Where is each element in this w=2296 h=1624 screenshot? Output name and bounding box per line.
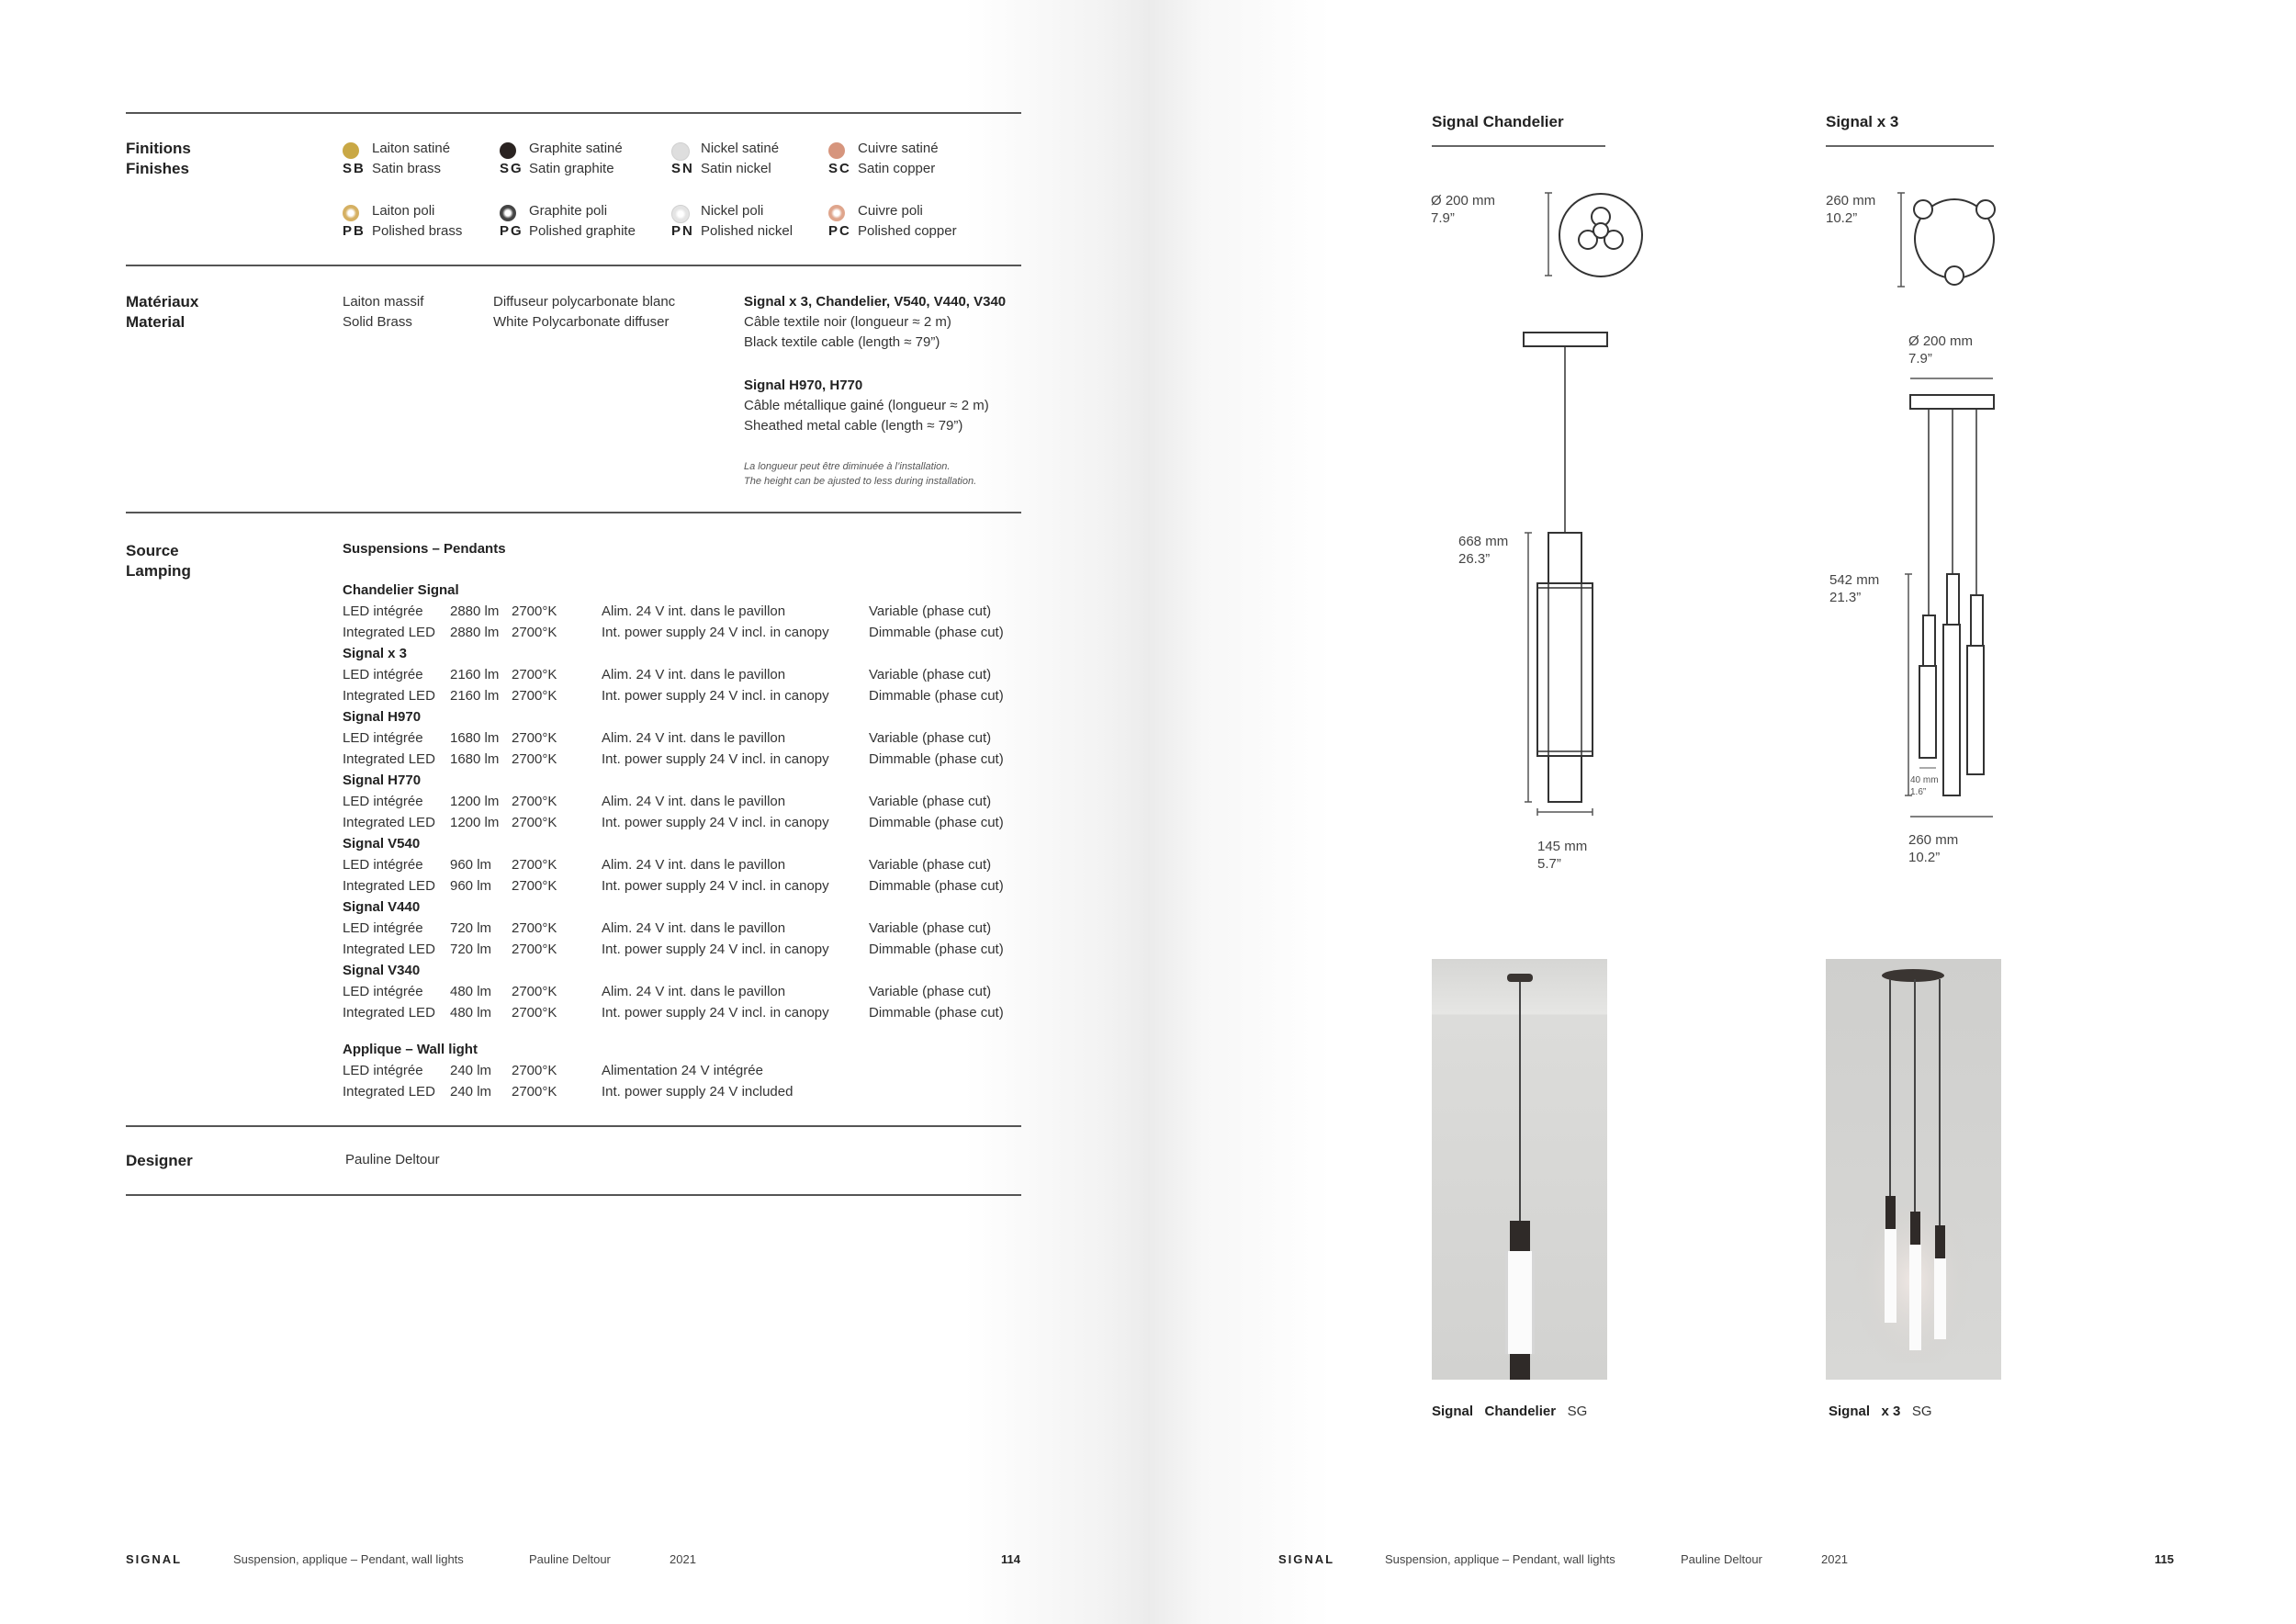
- x3-width-label: 260 mm 10.2”: [1908, 832, 1959, 865]
- power-supply-en: Int. power supply 24 V incl. in canopy: [602, 688, 829, 704]
- finish-color-dot: [500, 142, 516, 159]
- finish-name-en: Satin brass: [372, 161, 442, 176]
- material-cable-metal: Signal H970, H770 Câble métallique gainé (longueur ≈ 2 m) Sheathed metal cable (length ≈ 79”): [744, 378, 989, 434]
- color-temperature: 2700°K: [512, 942, 557, 957]
- wall-led-en: Integrated LED: [343, 1084, 435, 1100]
- finish-code: SN: [671, 161, 694, 176]
- finish-name-fr: Laiton poli: [372, 203, 435, 219]
- color-temperature: 2700°K: [512, 920, 557, 936]
- led-type-en: Integrated LED: [343, 878, 435, 894]
- color-temperature: 2700°K: [512, 625, 557, 640]
- divider: [126, 512, 1021, 513]
- finish-name-en: Polished nickel: [701, 223, 793, 239]
- lumen-value: 2160 lm: [450, 667, 500, 682]
- finish-name-en: Polished graphite: [529, 223, 636, 239]
- footer-year: 2021: [670, 1552, 696, 1566]
- divider: [126, 112, 1021, 114]
- x3-elevation-drawing: [1901, 367, 2039, 827]
- lumen-value: 720 lm: [450, 920, 492, 936]
- wall-lumen: 240 lm: [450, 1084, 492, 1100]
- wall-temp: 2700°K: [512, 1063, 557, 1078]
- model-name: Signal x 3: [343, 646, 408, 661]
- chandelier-photo-illustration: [1432, 959, 1607, 1380]
- footer-page-number: 115: [2155, 1552, 2174, 1566]
- finish-color-dot: [343, 142, 359, 159]
- chandelier-diameter-label: Ø 200 mm 7.9”: [1431, 193, 1496, 226]
- led-type-fr: LED intégrée: [343, 730, 423, 746]
- dimming-en: Dimmable (phase cut): [869, 942, 1004, 957]
- finish-name-fr: Graphite satiné: [529, 141, 623, 156]
- color-temperature: 2700°K: [512, 667, 557, 682]
- model-name: Signal V440: [343, 899, 421, 915]
- wall-led-fr: LED intégrée: [343, 1063, 423, 1078]
- finish-name-fr: Nickel poli: [701, 203, 764, 219]
- lumen-value: 720 lm: [450, 942, 492, 957]
- finish-color-dot: [828, 205, 845, 221]
- dimming-fr: Variable (phase cut): [869, 667, 992, 682]
- dimming-fr: Variable (phase cut): [869, 730, 992, 746]
- finish-code: SB: [343, 161, 366, 176]
- finish-color-dot: [671, 142, 690, 161]
- dimming-en: Dimmable (phase cut): [869, 688, 1004, 704]
- chandelier-caption: Signal Chandelier SG: [1432, 1404, 1588, 1419]
- finish-name-fr: Cuivre poli: [858, 203, 923, 219]
- led-type-fr: LED intégrée: [343, 667, 423, 682]
- chandelier-height-label: 668 mm 26.3”: [1458, 534, 1509, 567]
- dimming-en: Dimmable (phase cut): [869, 751, 1004, 767]
- x3-photo-illustration: [1826, 959, 2001, 1380]
- power-supply-fr: Alim. 24 V int. dans le pavillon: [602, 603, 786, 619]
- footer-year: 2021: [1821, 1552, 1848, 1566]
- footer-category: Suspension, applique – Pendant, wall lights: [1385, 1552, 1615, 1566]
- power-supply-en: Int. power supply 24 V incl. in canopy: [602, 815, 829, 830]
- finish-name-en: Polished brass: [372, 223, 463, 239]
- x3-title: Signal x 3: [1826, 113, 1899, 130]
- wall-lumen: 240 lm: [450, 1063, 492, 1078]
- lumen-value: 960 lm: [450, 878, 492, 894]
- color-temperature: 2700°K: [512, 688, 557, 704]
- power-supply-fr: Alim. 24 V int. dans le pavillon: [602, 667, 786, 682]
- color-temperature: 2700°K: [512, 751, 557, 767]
- wall-light-title: Applique – Wall light: [343, 1042, 478, 1057]
- finish-name-en: Satin graphite: [529, 161, 614, 176]
- right-page: [1148, 0, 2296, 1624]
- finish-code: PB: [343, 223, 366, 239]
- x3-top-label: 260 mm 10.2”: [1826, 193, 1876, 226]
- led-type-fr: LED intégrée: [343, 603, 423, 619]
- x3-top-view: [1883, 184, 2011, 294]
- led-type-fr: LED intégrée: [343, 984, 423, 999]
- finish-name-en: Satin nickel: [701, 161, 771, 176]
- color-temperature: 2700°K: [512, 984, 557, 999]
- power-supply-fr: Alim. 24 V int. dans le pavillon: [602, 984, 786, 999]
- dimming-en: Dimmable (phase cut): [869, 815, 1004, 830]
- dimming-fr: Variable (phase cut): [869, 794, 992, 809]
- x3-height-label: 542 mm 21.3”: [1829, 572, 1880, 605]
- title-underline: [1432, 145, 1605, 147]
- chandelier-title: Signal Chandelier: [1432, 113, 1564, 130]
- model-name: Signal H970: [343, 709, 422, 725]
- finish-color-dot: [343, 205, 359, 221]
- color-temperature: 2700°K: [512, 878, 557, 894]
- lumen-value: 1680 lm: [450, 751, 500, 767]
- finish-code: SG: [500, 161, 523, 176]
- lumen-value: 480 lm: [450, 984, 492, 999]
- finish-code: PC: [828, 223, 851, 239]
- chandelier-top-view: [1497, 184, 1644, 285]
- dimming-en: Dimmable (phase cut): [869, 878, 1004, 894]
- lumen-value: 960 lm: [450, 857, 492, 873]
- footer-designer: Pauline Deltour: [1681, 1552, 1762, 1566]
- footer-brand: SIGNAL: [1278, 1552, 1335, 1566]
- material-cable-textile: Signal x 3, Chandelier, V540, V440, V340 Câble textile noir (longueur ≈ 2 m) Black textile cable (length ≈ 79”): [744, 294, 1007, 350]
- led-type-en: Integrated LED: [343, 688, 435, 704]
- footer-category: Suspension, applique – Pendant, wall lights: [233, 1552, 464, 1566]
- material-diffuser: Diffuseur polycarbonate blanc White Polycarbonate diffuser: [493, 294, 676, 330]
- lumen-value: 1680 lm: [450, 730, 500, 746]
- power-supply-en: Int. power supply 24 V incl. in canopy: [602, 625, 829, 640]
- x3-diameter-label: Ø 200 mm 7.9”: [1908, 333, 1974, 367]
- color-temperature: 2700°K: [512, 1005, 557, 1021]
- designer-heading: Designer: [126, 1152, 193, 1169]
- dimming-en: Dimmable (phase cut): [869, 1005, 1004, 1021]
- wall-power-en: Int. power supply 24 V included: [602, 1084, 793, 1100]
- chandelier-photo: [1432, 959, 1607, 1380]
- led-type-en: Integrated LED: [343, 625, 435, 640]
- power-supply-en: Int. power supply 24 V incl. in canopy: [602, 942, 829, 957]
- finish-name-en: Satin copper: [858, 161, 936, 176]
- finish-color-dot: [828, 142, 845, 159]
- dimming-en: Dimmable (phase cut): [869, 625, 1004, 640]
- footer-designer: Pauline Deltour: [529, 1552, 611, 1566]
- pendants-title: Suspensions – Pendants: [343, 541, 506, 557]
- led-type-en: Integrated LED: [343, 942, 435, 957]
- model-name: Chandelier Signal: [343, 582, 459, 598]
- x3-photo: [1826, 959, 2001, 1380]
- finishes-heading: Finitions Finishes: [126, 140, 191, 177]
- title-underline: [1826, 145, 1994, 147]
- color-temperature: 2700°K: [512, 857, 557, 873]
- x3-tube-label: 40 mm 1.6”: [1910, 775, 1939, 797]
- power-supply-fr: Alim. 24 V int. dans le pavillon: [602, 857, 786, 873]
- wall-temp: 2700°K: [512, 1084, 557, 1100]
- power-supply-fr: Alim. 24 V int. dans le pavillon: [602, 920, 786, 936]
- lamping-heading: Source Lamping: [126, 542, 191, 580]
- divider: [126, 1125, 1021, 1127]
- model-name: Signal V340: [343, 963, 421, 978]
- led-type-en: Integrated LED: [343, 815, 435, 830]
- dimming-fr: Variable (phase cut): [869, 603, 992, 619]
- designer-name: Pauline Deltour: [345, 1152, 440, 1167]
- footer-page-number: 114: [1001, 1552, 1020, 1566]
- chandelier-width-label: 145 mm 5.7”: [1537, 839, 1588, 872]
- color-temperature: 2700°K: [512, 815, 557, 830]
- lumen-value: 1200 lm: [450, 815, 500, 830]
- finish-name-fr: Graphite poli: [529, 203, 608, 219]
- color-temperature: 2700°K: [512, 730, 557, 746]
- chandelier-elevation-drawing: [1451, 321, 1635, 818]
- dimming-fr: Variable (phase cut): [869, 984, 992, 999]
- power-supply-en: Int. power supply 24 V incl. in canopy: [602, 751, 829, 767]
- finish-name-fr: Nickel satiné: [701, 141, 780, 156]
- lumen-value: 2880 lm: [450, 603, 500, 619]
- power-supply-en: Int. power supply 24 V incl. in canopy: [602, 878, 829, 894]
- led-type-fr: LED intégrée: [343, 794, 423, 809]
- lumen-value: 2160 lm: [450, 688, 500, 704]
- x3-caption: Signal x 3 SG: [1829, 1404, 1932, 1419]
- footer-brand: SIGNAL: [126, 1552, 183, 1566]
- wall-power-fr: Alimentation 24 V intégrée: [602, 1063, 763, 1078]
- model-name: Signal V540: [343, 836, 421, 851]
- finish-code: PN: [671, 223, 694, 239]
- divider: [126, 1194, 1021, 1196]
- finish-color-dot: [500, 205, 516, 221]
- lumen-value: 480 lm: [450, 1005, 492, 1021]
- power-supply-en: Int. power supply 24 V incl. in canopy: [602, 1005, 829, 1021]
- led-type-fr: LED intégrée: [343, 920, 423, 936]
- divider: [126, 265, 1021, 266]
- material-heading: Matériaux Material: [126, 293, 199, 331]
- material-note: La longueur peut être diminuée à l’installation. The height can be ajusted to less during installation.: [744, 461, 977, 487]
- finish-name-fr: Cuivre satiné: [858, 141, 939, 156]
- color-temperature: 2700°K: [512, 603, 557, 619]
- lumen-value: 2880 lm: [450, 625, 500, 640]
- material-brass: Laiton massif Solid Brass: [343, 294, 424, 330]
- lumen-value: 1200 lm: [450, 794, 500, 809]
- finish-code: SC: [828, 161, 851, 176]
- model-name: Signal H770: [343, 773, 422, 788]
- led-type-en: Integrated LED: [343, 1005, 435, 1021]
- dimming-fr: Variable (phase cut): [869, 857, 992, 873]
- finish-name-fr: Laiton satiné: [372, 141, 451, 156]
- finish-name-en: Polished copper: [858, 223, 957, 239]
- power-supply-fr: Alim. 24 V int. dans le pavillon: [602, 730, 786, 746]
- finish-color-dot: [671, 205, 690, 223]
- finish-code: PG: [500, 223, 523, 239]
- led-type-en: Integrated LED: [343, 751, 435, 767]
- led-type-fr: LED intégrée: [343, 857, 423, 873]
- color-temperature: 2700°K: [512, 794, 557, 809]
- power-supply-fr: Alim. 24 V int. dans le pavillon: [602, 794, 786, 809]
- dimming-fr: Variable (phase cut): [869, 920, 992, 936]
